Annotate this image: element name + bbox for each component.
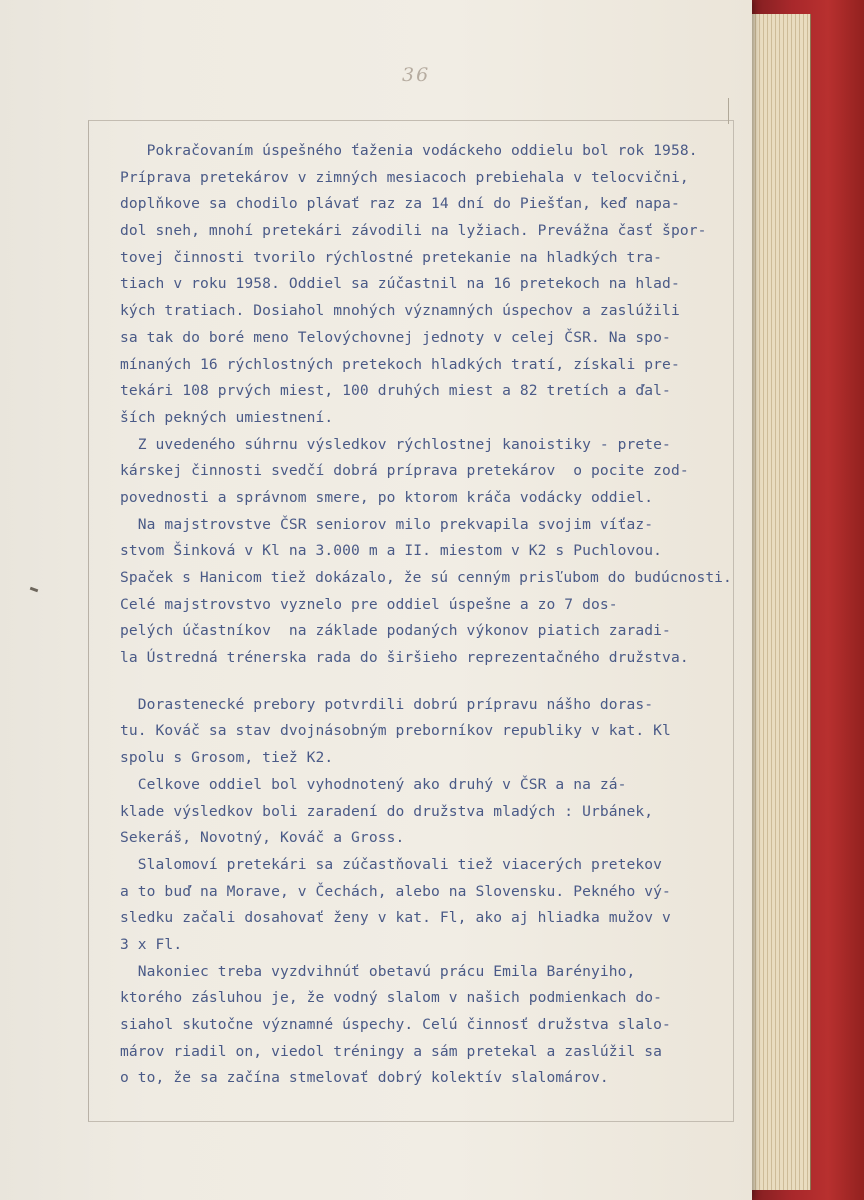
text-line: siahol skutočne významné úspechy. Celú činnosť družstva slalo- — [120, 1016, 671, 1033]
margin-mark — [30, 587, 39, 593]
text-line: sledku začali dosahovať ženy v kat. Fl, ako aj hliadka mužov v — [120, 909, 671, 927]
text-line: 3 x Fl. — [120, 935, 183, 953]
text-line: ktorého zásluhou je, že vodný slalom v našich podmienkach do- — [120, 989, 663, 1007]
paragraph — [120, 959, 732, 1092]
text-line: mínaných 16 rýchlostných pretekoch hladkých tratí, získali pre- — [120, 355, 680, 373]
text-line: tiach v roku 1958. Oddiel sa zúčastnil na 16 pretekoch na hlad- — [120, 275, 680, 293]
text-line: Z uvedeného súhrnu výsledkov rýchlostnej kanoistiky - prete- — [120, 435, 671, 453]
text-line: Celé majstrovstvo vyznelo pre oddiel úspešne a zo 7 dos- — [120, 595, 618, 613]
text-line: Celkove oddiel bol vyhodnotený ako druhý v ČSR a na zá- — [120, 775, 627, 793]
text-line: Na majstrovstve ČSR seniorov milo prekvapila svojim víťaz- — [120, 515, 654, 533]
text-line: Pokračovaním úspešného ťaženia vodáckeho oddielu bol rok 1958. — [120, 142, 698, 159]
text-line: márov riadil on, viedol tréningy a sám pretekal a zaslúžil sa — [120, 1042, 663, 1060]
text-line: Sekeráš, Novotný, Kováč a Gross. — [120, 829, 405, 847]
text-line: o to, že sa začína stmelovať dobrý kolektív slalomárov. — [120, 1069, 609, 1087]
text-line: klade výsledkov boli zaradení do družstva mladých : Urbánek, — [120, 802, 654, 820]
text-line: Nakoniec treba vyzdvihnúť obetavú prácu Emila Barényiho, — [120, 962, 636, 980]
text-line: Spaček s Hanicom tiež dokázalo, že sú cenným prisľubom do budúcnosti. — [120, 569, 732, 586]
text-line: dol sneh, mnohí pretekári závodili na lyžiach. Prevážna časť špor- — [120, 222, 707, 240]
text-line: tekári 108 prvých miest, 100 druhých miest a 82 tretích a ďal- — [120, 382, 671, 400]
text-line: a to buď na Morave, v Čechách, alebo na Slovensku. Pekného vý- — [120, 882, 671, 900]
text-line: tu. Kováč sa stav dvojnásobným preborníkov republiky v kat. Kl — [120, 722, 671, 740]
typed-text — [120, 138, 732, 1092]
text-line: kárskej činnosti svedčí dobrá príprava pretekárov o pocite zod- — [120, 462, 689, 480]
text-line: tovej činnosti tvorilo rýchlostné pretekanie na hladkých tra- — [120, 248, 663, 266]
text-line: la Ústredná trénerska rada do širšieho reprezentačného družstva. — [120, 649, 689, 667]
text-line: Dorastenecké prebory potvrdili dobrú prípravu nášho doras- — [120, 695, 654, 713]
paragraph — [120, 512, 732, 672]
text-line: Príprava pretekárov v zimných mesiacoch prebiehala v telocvični, — [120, 168, 689, 186]
paragraph — [120, 432, 732, 512]
page-number: 36 — [402, 64, 431, 86]
paragraph — [120, 138, 732, 432]
text-line: doplňkove sa chodilo plávať raz za 14 dní do Piešťan, keď napa- — [120, 195, 680, 213]
text-line: kých tratiach. Dosiahol mnohých významných úspechov a zaslúžili — [120, 302, 680, 320]
frame-tick-mark — [728, 98, 729, 124]
paragraph — [120, 772, 732, 852]
paragraph — [120, 692, 732, 772]
text-line: stvom Šinková v Kl na 3.000 m a II. miestom v K2 s Puchlovou. — [120, 542, 663, 560]
text-line: ších pekných umiestnení. — [120, 408, 334, 426]
paragraph — [120, 852, 732, 959]
text-line: pelých účastníkov na základe podaných výkonov piatich zaradi- — [120, 622, 671, 640]
paragraph-gap — [120, 672, 732, 692]
text-line: spolu s Grosom, tiež K2. — [120, 749, 334, 767]
text-line: Slalomoví pretekári sa zúčastňovali tiež viacerých pretekov — [120, 855, 663, 873]
text-line: sa tak do boré meno Telovýchovnej jednoty v celej ČSR. Na spo- — [120, 328, 671, 346]
text-line: povednosti a správnom smere, po ktorom kráča vodácky oddiel. — [120, 488, 654, 506]
